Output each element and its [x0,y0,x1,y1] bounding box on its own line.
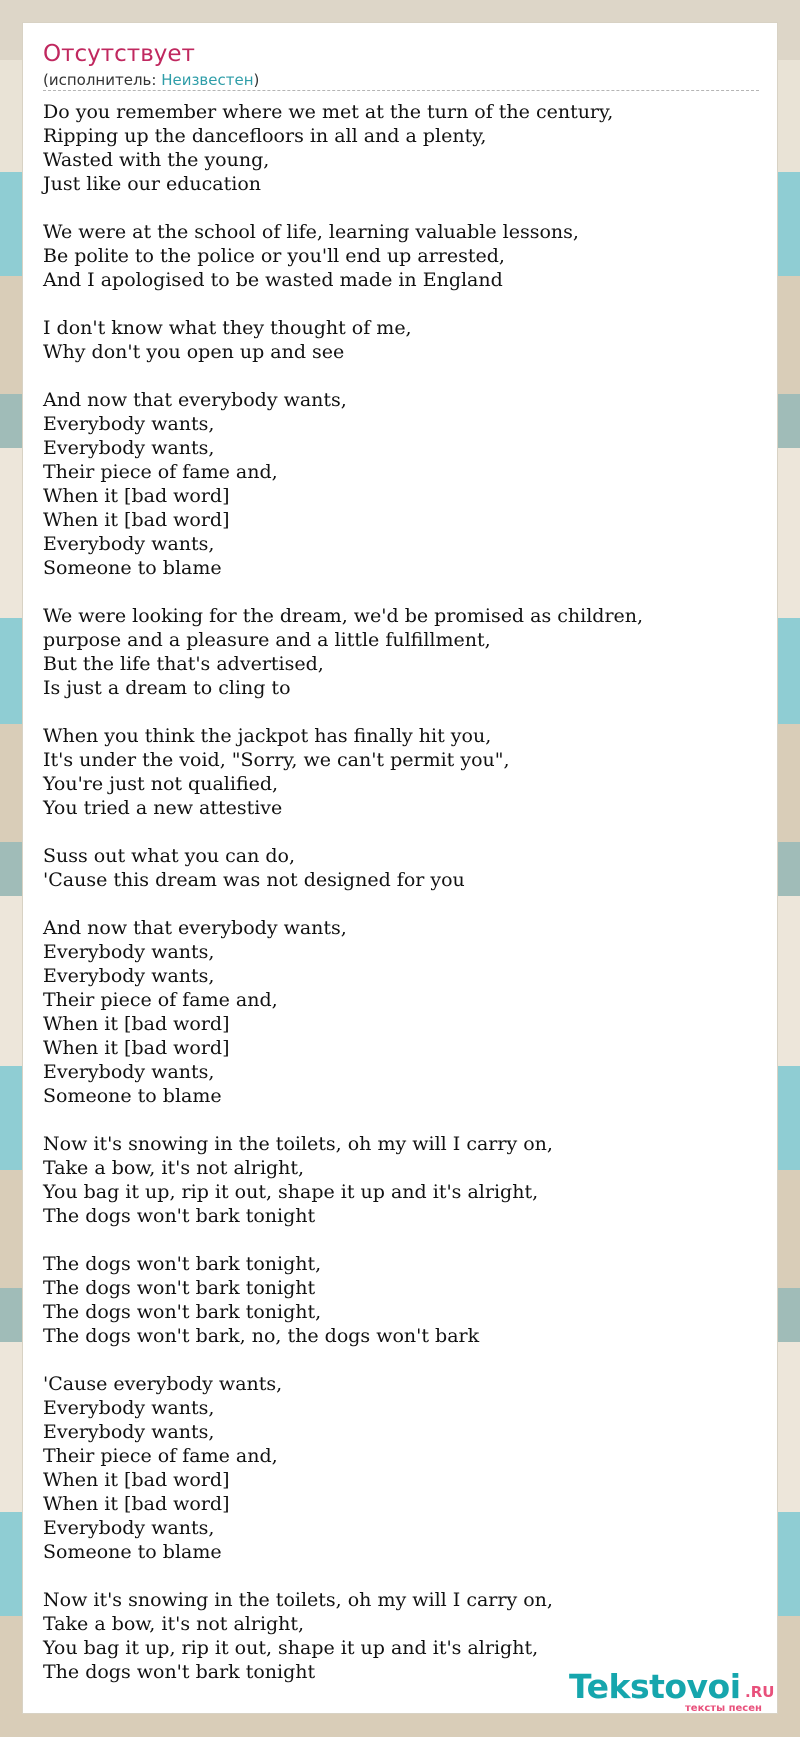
lyric-line: Everybody wants, [43,533,215,555]
lyric-line: Everybody wants, [43,413,215,435]
lyric-line: Wasted with the young, [43,149,270,171]
lyric-line: When it [bad word] [43,1037,230,1059]
lyric-line: And I apologised to be wasted made in England [43,269,503,291]
lyric-line [43,1228,759,1252]
lyric-line: The dogs won't bark, no, the dogs won't bark [43,1325,480,1347]
lyric-line: Everybody wants, [43,941,215,963]
lyric-line: Everybody wants, [43,1397,215,1419]
lyric-line: I don't know what they thought of me, [43,317,412,339]
lyric-line: Everybody wants, [43,1061,215,1083]
lyric-line: Ripping up the dancefloors in all and a plenty, [43,125,487,147]
lyric-line [43,364,759,388]
lyric-line [43,1108,759,1132]
logo-name: Tekstovoi [569,1667,741,1706]
lyric-line: Suss out what you can do, [43,845,295,867]
lyric-line: Everybody wants, [43,437,215,459]
lyric-line: Just like our education [43,173,262,195]
logo-tld: .RU [745,1683,775,1701]
lyric-line: Their piece of fame and, [43,461,278,483]
lyric-line: Take a bow, it's not alright, [43,1613,305,1635]
lyric-line: We were at the school of life, learning valuable lessons, [43,221,579,243]
site-logo[interactable] [569,1667,775,1715]
lyric-line [43,820,759,844]
lyric-line: 'Cause this dream was not designed for you [43,869,465,891]
lyric-line: Someone to blame [43,1541,222,1563]
lyric-line: Is just a dream to cling to [43,677,291,699]
lyric-line [43,580,759,604]
lyric-line: The dogs won't bark tonight, [43,1253,322,1275]
lyric-line: Everybody wants, [43,1421,215,1443]
lyric-line: It's under the void, "Sorry, we can't permit you", [43,749,510,771]
lyric-line [43,292,759,316]
lyric-line: Take a bow, it's not alright, [43,1157,305,1179]
lyric-line: Do you remember where we met at the turn of the century, [43,101,614,123]
lyric-line: Now it's snowing in the toilets, oh my will I carry on, [43,1133,553,1155]
lyric-line: The dogs won't bark tonight [43,1661,316,1683]
lyrics-text [43,100,759,1684]
lyric-line: purpose and a pleasure and a little fulfillment, [43,629,491,651]
lyric-line: Why don't you open up and see [43,341,345,363]
lyrics-card [22,22,778,1714]
lyric-line: You're just not qualified, [43,773,279,795]
artist-link[interactable]: Неизвестен [161,71,254,89]
lyric-line: Their piece of fame and, [43,989,278,1011]
lyric-line [43,700,759,724]
artist-prefix: (исполнитель: [43,71,162,89]
lyric-line: The dogs won't bark tonight [43,1277,316,1299]
lyric-line: When it [bad word] [43,485,230,507]
lyric-line: You bag it up, rip it out, shape it up and it's alright, [43,1637,539,1659]
lyric-line: You tried a new attestive [43,797,283,819]
lyric-line [43,892,759,916]
lyric-line: Now it's snowing in the toilets, oh my will I carry on, [43,1589,553,1611]
song-title: Отсутствует [43,41,195,67]
lyric-line: When it [bad word] [43,1469,230,1491]
artist-suffix: ) [253,71,260,89]
lyric-line: When you think the jackpot has finally hit you, [43,725,492,747]
lyric-line: 'Cause everybody wants, [43,1373,283,1395]
lyric-line: Their piece of fame and, [43,1445,278,1467]
lyric-line: Someone to blame [43,557,222,579]
lyric-line [43,1564,759,1588]
lyric-line: But the life that's advertised, [43,653,324,675]
lyric-line [43,196,759,220]
lyric-line: And now that everybody wants, [43,389,347,411]
lyric-line: Be polite to the police or you'll end up arrested, [43,245,505,267]
lyric-line: The dogs won't bark tonight [43,1205,316,1227]
logo-tagline: тексты песен [685,1703,762,1714]
lyric-line: Everybody wants, [43,965,215,987]
lyric-line: You bag it up, rip it out, shape it up and it's alright, [43,1181,539,1203]
lyric-line: And now that everybody wants, [43,917,347,939]
lyric-line: When it [bad word] [43,1013,230,1035]
lyric-line: The dogs won't bark tonight, [43,1301,322,1323]
title-divider [43,90,759,91]
lyric-line: When it [bad word] [43,1493,230,1515]
lyric-line: We were looking for the dream, we'd be promised as children, [43,605,644,627]
lyric-line [43,1348,759,1372]
artist-line [43,71,259,89]
lyric-line: Someone to blame [43,1085,222,1107]
lyric-line: Everybody wants, [43,1517,215,1539]
lyric-line: When it [bad word] [43,509,230,531]
